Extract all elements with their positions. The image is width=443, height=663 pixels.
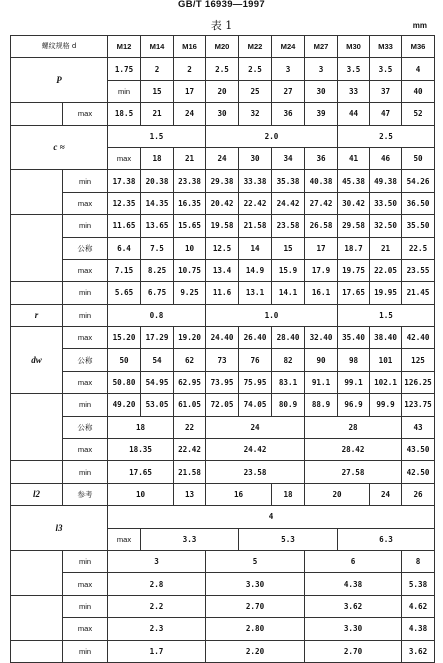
- qualifier-cell: min: [108, 80, 141, 102]
- table-row: [11, 416, 435, 438]
- value-cell: 2.8: [108, 573, 206, 595]
- value-cell: 34: [272, 147, 305, 169]
- qualifier-cell: 公称: [63, 416, 108, 438]
- value-cell: 33: [338, 80, 370, 102]
- table-row: [11, 371, 435, 393]
- size-header: M24: [272, 36, 305, 58]
- value-cell: 17.29: [141, 327, 174, 349]
- table-row: [11, 192, 435, 214]
- value-cell: 3.62: [402, 640, 435, 662]
- value-cell: 21: [141, 103, 174, 125]
- standard-number: GB/T 16939—1997: [178, 0, 265, 10]
- unit-label: mm: [412, 21, 427, 30]
- value-cell: 99.9: [370, 394, 402, 416]
- value-cell: 72.05: [206, 394, 239, 416]
- table-row: [11, 215, 435, 237]
- value-cell: 20.42: [206, 192, 239, 214]
- value-cell: 21.45: [402, 282, 435, 304]
- parameter-symbol: [11, 640, 63, 662]
- size-header: M27: [305, 36, 338, 58]
- parameter-symbol: [11, 282, 63, 304]
- value-cell: 47: [370, 103, 402, 125]
- value-cell: 91.1: [305, 371, 338, 393]
- value-cell: 38.40: [370, 327, 402, 349]
- table-row: [11, 618, 435, 640]
- value-cell: 73.95: [206, 371, 239, 393]
- value-cell: 90: [305, 349, 338, 371]
- value-cell: 1.0: [206, 304, 338, 326]
- value-cell: 30: [239, 147, 272, 169]
- value-cell: 5: [206, 550, 305, 572]
- value-cell: 15.9: [272, 259, 305, 281]
- value-cell: 18: [272, 483, 305, 505]
- value-cell: 35.40: [338, 327, 370, 349]
- value-cell: 24.42: [206, 439, 305, 461]
- value-cell: 17: [305, 237, 338, 259]
- value-cell: 18.5: [108, 103, 141, 125]
- value-cell: 27.42: [305, 192, 338, 214]
- value-cell: 24: [370, 483, 402, 505]
- qualifier-cell: max: [63, 192, 108, 214]
- value-cell: 36: [272, 103, 305, 125]
- parameter-symbol: c ≈: [11, 125, 108, 170]
- table-row: [11, 573, 435, 595]
- size-header: M16: [174, 36, 206, 58]
- value-cell: 125: [402, 349, 435, 371]
- value-cell: 24: [174, 103, 206, 125]
- value-cell: 82: [272, 349, 305, 371]
- size-header: M36: [402, 36, 435, 58]
- value-cell: 4.62: [402, 595, 435, 617]
- value-cell: 36.50: [402, 192, 435, 214]
- table-row: [11, 259, 435, 281]
- parameter-symbol: [11, 103, 63, 125]
- value-cell: 23.58: [272, 215, 305, 237]
- table-row: [11, 103, 435, 125]
- table-row: [11, 595, 435, 617]
- value-cell: 15.20: [108, 327, 141, 349]
- value-cell: 74.05: [239, 394, 272, 416]
- value-cell: 26.40: [239, 327, 272, 349]
- qualifier-cell: max: [108, 528, 141, 550]
- qualifier-cell: min: [63, 170, 108, 192]
- value-cell: 41: [338, 147, 370, 169]
- value-cell: 96.9: [338, 394, 370, 416]
- table-row: [11, 550, 435, 572]
- value-cell: 11.6: [206, 282, 239, 304]
- value-cell: 50: [108, 349, 141, 371]
- value-cell: 2.5: [338, 125, 435, 147]
- value-cell: 40.38: [305, 170, 338, 192]
- value-cell: 15: [272, 237, 305, 259]
- value-cell: 11.65: [108, 215, 141, 237]
- value-cell: 54.95: [141, 371, 174, 393]
- value-cell: 2: [141, 58, 174, 80]
- value-cell: 3: [305, 58, 338, 80]
- value-cell: 23.38: [174, 170, 206, 192]
- table-row: [11, 58, 435, 80]
- parameter-symbol: [11, 550, 63, 595]
- value-cell: 4.38: [305, 573, 402, 595]
- value-cell: 2.0: [206, 125, 338, 147]
- qualifier-cell: min: [63, 640, 108, 662]
- value-cell: 16: [206, 483, 272, 505]
- qualifier-cell: max: [63, 573, 108, 595]
- qualifier-cell: min: [63, 215, 108, 237]
- value-cell: 1.7: [108, 640, 206, 662]
- value-cell: 2.5: [206, 58, 239, 80]
- parameter-symbol: P: [11, 58, 108, 103]
- value-cell: 1.5: [338, 304, 435, 326]
- table-row: [11, 483, 435, 505]
- table-row: [11, 125, 435, 147]
- value-cell: 28.42: [305, 439, 402, 461]
- value-cell: 13.1: [239, 282, 272, 304]
- value-cell: 22.05: [370, 259, 402, 281]
- table-row: [11, 506, 435, 528]
- table-row: [11, 237, 435, 259]
- value-cell: 39: [305, 103, 338, 125]
- dimension-table-body: [11, 36, 435, 663]
- table-row: [11, 327, 435, 349]
- value-cell: 14.1: [272, 282, 305, 304]
- value-cell: 20: [206, 80, 239, 102]
- value-cell: 62.95: [174, 371, 206, 393]
- qualifier-cell: max: [63, 618, 108, 640]
- table-row: [11, 282, 435, 304]
- qualifier-cell: min: [63, 550, 108, 572]
- value-cell: 35.38: [272, 170, 305, 192]
- value-cell: 2.2: [108, 595, 206, 617]
- value-cell: 46: [370, 147, 402, 169]
- value-cell: 50.80: [108, 371, 141, 393]
- qualifier-cell: max: [63, 103, 108, 125]
- table-caption: 表 1: [210, 19, 233, 32]
- value-cell: 33.50: [370, 192, 402, 214]
- value-cell: 30: [206, 103, 239, 125]
- value-cell: 75.95: [239, 371, 272, 393]
- value-cell: 53.05: [141, 394, 174, 416]
- value-cell: 2.5: [239, 58, 272, 80]
- dimension-table: [10, 35, 435, 663]
- size-header: M14: [141, 36, 174, 58]
- value-cell: 3.5: [338, 58, 370, 80]
- value-cell: 52: [402, 103, 435, 125]
- value-cell: 22.42: [239, 192, 272, 214]
- qualifier-cell: max: [63, 439, 108, 461]
- parameter-symbol: [11, 215, 63, 282]
- value-cell: 102.1: [370, 371, 402, 393]
- qualifier-cell: min: [63, 461, 108, 483]
- value-cell: 4: [108, 506, 435, 528]
- value-cell: 24: [206, 416, 305, 438]
- value-cell: 42.50: [402, 461, 435, 483]
- value-cell: 6.3: [338, 528, 435, 550]
- value-cell: 23.55: [402, 259, 435, 281]
- value-cell: 35.50: [402, 215, 435, 237]
- value-cell: 32.50: [370, 215, 402, 237]
- size-header: M30: [338, 36, 370, 58]
- value-cell: 3.30: [206, 573, 305, 595]
- value-cell: 19.75: [338, 259, 370, 281]
- value-cell: 37: [370, 80, 402, 102]
- value-cell: 50: [402, 147, 435, 169]
- parameter-symbol: l3: [11, 506, 108, 551]
- parameter-symbol: [11, 394, 63, 461]
- value-cell: 26: [402, 483, 435, 505]
- header-row: [11, 36, 435, 58]
- value-cell: 21: [370, 237, 402, 259]
- value-cell: 18: [108, 416, 174, 438]
- value-cell: 2.80: [206, 618, 305, 640]
- table-row: [11, 170, 435, 192]
- value-cell: 28.40: [272, 327, 305, 349]
- qualifier-cell: 公称: [63, 349, 108, 371]
- value-cell: 126.25: [402, 371, 435, 393]
- value-cell: 15.65: [174, 215, 206, 237]
- value-cell: 14.9: [239, 259, 272, 281]
- qualifier-cell: max: [63, 259, 108, 281]
- value-cell: 6: [305, 550, 402, 572]
- value-cell: 24.42: [272, 192, 305, 214]
- qualifier-cell: 参考: [63, 483, 108, 505]
- value-cell: 42.40: [402, 327, 435, 349]
- value-cell: 18.7: [338, 237, 370, 259]
- table-row: [11, 439, 435, 461]
- value-cell: 14: [239, 237, 272, 259]
- value-cell: 36: [305, 147, 338, 169]
- value-cell: 19.95: [370, 282, 402, 304]
- value-cell: 32.40: [305, 327, 338, 349]
- qualifier-cell: min: [63, 282, 108, 304]
- value-cell: 16.1: [305, 282, 338, 304]
- value-cell: 18.35: [108, 439, 174, 461]
- qualifier-cell: max: [63, 327, 108, 349]
- value-cell: 49.20: [108, 394, 141, 416]
- value-cell: 22.5: [402, 237, 435, 259]
- value-cell: 61.05: [174, 394, 206, 416]
- value-cell: 12.35: [108, 192, 141, 214]
- table-row: [11, 640, 435, 662]
- value-cell: 30: [305, 80, 338, 102]
- value-cell: 2.70: [305, 640, 402, 662]
- value-cell: 10: [174, 237, 206, 259]
- value-cell: 123.75: [402, 394, 435, 416]
- value-cell: 27.58: [305, 461, 402, 483]
- value-cell: 45.38: [338, 170, 370, 192]
- value-cell: 73: [206, 349, 239, 371]
- parameter-symbol: [11, 461, 63, 483]
- value-cell: 13: [174, 483, 206, 505]
- value-cell: 17.65: [338, 282, 370, 304]
- value-cell: 7.5: [141, 237, 174, 259]
- value-cell: 3.5: [370, 58, 402, 80]
- value-cell: 43.50: [402, 439, 435, 461]
- parameter-symbol: [11, 595, 63, 640]
- value-cell: 24: [206, 147, 239, 169]
- value-cell: 101: [370, 349, 402, 371]
- value-cell: 20.38: [141, 170, 174, 192]
- value-cell: 26.58: [305, 215, 338, 237]
- value-cell: 8: [402, 550, 435, 572]
- value-cell: 10: [108, 483, 174, 505]
- value-cell: 7.15: [108, 259, 141, 281]
- size-header: M20: [206, 36, 239, 58]
- value-cell: 30.42: [338, 192, 370, 214]
- value-cell: 17.38: [108, 170, 141, 192]
- value-cell: 22: [174, 416, 206, 438]
- qualifier-cell: min: [63, 595, 108, 617]
- value-cell: 4.38: [402, 618, 435, 640]
- table-row: [11, 349, 435, 371]
- value-cell: 3.3: [141, 528, 239, 550]
- value-cell: 15: [141, 80, 174, 102]
- value-cell: 20: [305, 483, 370, 505]
- value-cell: 21: [174, 147, 206, 169]
- size-header: M22: [239, 36, 272, 58]
- value-cell: 19.58: [206, 215, 239, 237]
- value-cell: 3.30: [305, 618, 402, 640]
- value-cell: 44: [338, 103, 370, 125]
- value-cell: 76: [239, 349, 272, 371]
- qualifier-cell: min: [63, 304, 108, 326]
- value-cell: 3.62: [305, 595, 402, 617]
- parameter-symbol: l2: [11, 483, 63, 505]
- value-cell: 40: [402, 80, 435, 102]
- parameter-symbol: [11, 170, 63, 215]
- qualifier-cell: max: [108, 147, 141, 169]
- value-cell: 28: [305, 416, 402, 438]
- value-cell: 17: [174, 80, 206, 102]
- value-cell: 24.40: [206, 327, 239, 349]
- value-cell: 4: [402, 58, 435, 80]
- value-cell: 3: [108, 550, 206, 572]
- value-cell: 29.38: [206, 170, 239, 192]
- value-cell: 17.9: [305, 259, 338, 281]
- value-cell: 0.8: [108, 304, 206, 326]
- value-cell: 21.58: [174, 461, 206, 483]
- parameter-symbol: dw: [11, 327, 63, 394]
- parameter-symbol: r: [11, 304, 63, 326]
- value-cell: 1.75: [108, 58, 141, 80]
- value-cell: 8.25: [141, 259, 174, 281]
- value-cell: 2: [174, 58, 206, 80]
- value-cell: 54.26: [402, 170, 435, 192]
- value-cell: 27: [272, 80, 305, 102]
- qualifier-cell: max: [63, 371, 108, 393]
- value-cell: 83.1: [272, 371, 305, 393]
- size-header: M12: [108, 36, 141, 58]
- table-row: [11, 394, 435, 416]
- value-cell: 5.3: [239, 528, 338, 550]
- value-cell: 21.58: [239, 215, 272, 237]
- table-row: [11, 461, 435, 483]
- size-header: M33: [370, 36, 402, 58]
- value-cell: 29.58: [338, 215, 370, 237]
- value-cell: 17.65: [108, 461, 174, 483]
- value-cell: 43: [402, 416, 435, 438]
- value-cell: 2.20: [206, 640, 305, 662]
- value-cell: 9.25: [174, 282, 206, 304]
- value-cell: 23.58: [206, 461, 305, 483]
- value-cell: 18: [141, 147, 174, 169]
- value-cell: 2.3: [108, 618, 206, 640]
- value-cell: 10.75: [174, 259, 206, 281]
- table-row: [11, 304, 435, 326]
- value-cell: 13.4: [206, 259, 239, 281]
- value-cell: 12.5: [206, 237, 239, 259]
- qualifier-cell: min: [63, 394, 108, 416]
- value-cell: 62: [174, 349, 206, 371]
- value-cell: 1.5: [108, 125, 206, 147]
- value-cell: 14.35: [141, 192, 174, 214]
- value-cell: 22.42: [174, 439, 206, 461]
- value-cell: 98: [338, 349, 370, 371]
- qualifier-cell: 公称: [63, 237, 108, 259]
- value-cell: 5.38: [402, 573, 435, 595]
- value-cell: 3: [272, 58, 305, 80]
- value-cell: 32: [239, 103, 272, 125]
- value-cell: 5.65: [108, 282, 141, 304]
- value-cell: 6.4: [108, 237, 141, 259]
- value-cell: 19.20: [174, 327, 206, 349]
- value-cell: 88.9: [305, 394, 338, 416]
- value-cell: 13.65: [141, 215, 174, 237]
- value-cell: 16.35: [174, 192, 206, 214]
- value-cell: 99.1: [338, 371, 370, 393]
- value-cell: 80.9: [272, 394, 305, 416]
- value-cell: 2.70: [206, 595, 305, 617]
- value-cell: 49.38: [370, 170, 402, 192]
- value-cell: 25: [239, 80, 272, 102]
- value-cell: 54: [141, 349, 174, 371]
- value-cell: 33.38: [239, 170, 272, 192]
- value-cell: 6.75: [141, 282, 174, 304]
- thread-spec-header: 螺纹规格 d: [11, 36, 108, 58]
